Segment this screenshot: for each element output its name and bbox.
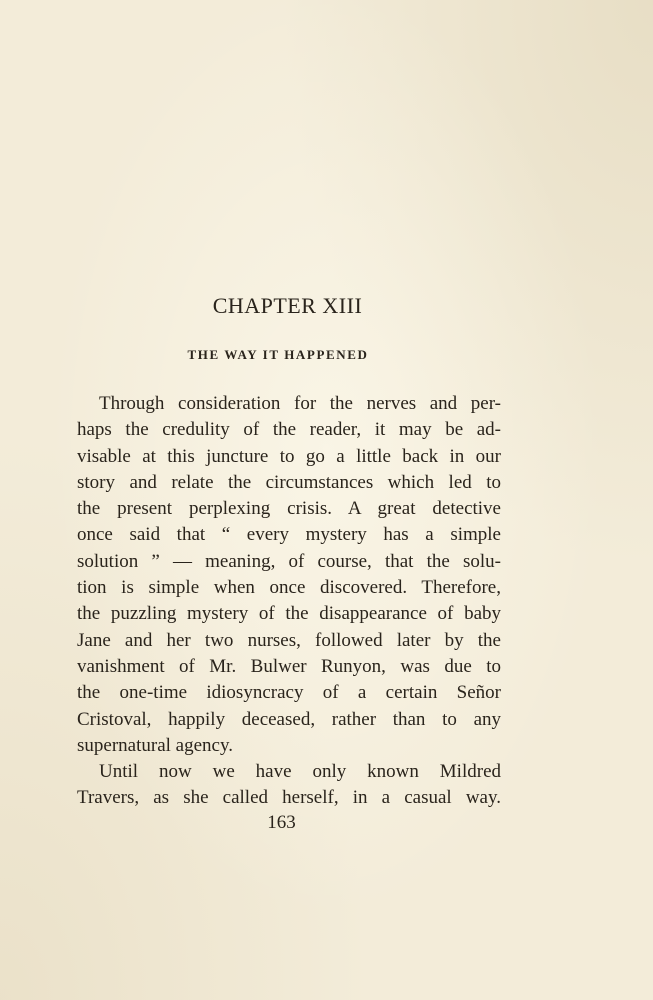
text-line: Travers, as she called herself, in a casual way.: [77, 787, 501, 809]
page-number: 163: [267, 812, 296, 833]
chapter-subtitle: THE WAY IT HAPPENED: [187, 347, 369, 362]
text-line: supernatural agency.: [77, 734, 233, 756]
text-line: story and relate the circumstances which led to: [77, 471, 501, 493]
body-text: [77, 391, 501, 812]
text-line: tion is simple when once discovered. Therefore,: [77, 577, 501, 599]
text-line: visable at this juncture to go a little back in our: [77, 445, 501, 467]
text-line: Cristoval, happily deceased, rather than to any: [77, 708, 501, 730]
chapter-title: CHAPTER XIII: [212, 293, 363, 318]
text-line: once said that “ every mystery has a simple: [77, 524, 501, 546]
text-line: solution ” — meaning, of course, that the solu-: [77, 550, 501, 572]
text-line: the one-time idiosyncracy of a certain Señor: [77, 682, 501, 704]
text-line: Jane and her two nurses, followed later by the: [77, 629, 501, 651]
text-line: haps the credulity of the reader, it may be ad-: [77, 419, 501, 441]
text-line: vanishment of Mr. Bulwer Runyon, was due to: [77, 655, 501, 677]
text-line: Through consideration for the nerves and per-: [99, 393, 501, 414]
text-line: Until now we have only known Mildred: [99, 761, 501, 783]
text-line: the puzzling mystery of the disappearance of baby: [77, 603, 501, 625]
text-line: the present perplexing crisis. A great detective: [77, 498, 501, 520]
